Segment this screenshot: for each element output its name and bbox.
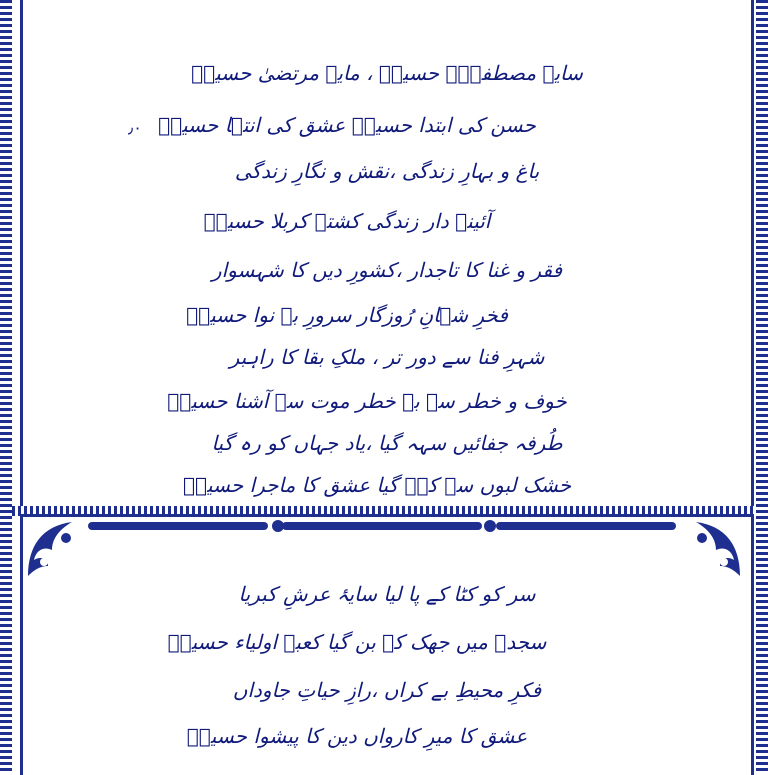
ornamental-bar bbox=[496, 522, 676, 530]
ornamental-bar bbox=[88, 522, 268, 530]
verse-line: سر کو کٹا کے پا لیا سایۂ عرشِ کبریا bbox=[238, 582, 536, 606]
margin-mark: ٫٠ bbox=[128, 118, 142, 137]
verse-line: شہرِ فنا سے دور تر ، ملکِ بقا کا راہبر bbox=[229, 345, 545, 369]
verse-line: باغ و بہارِ زندگی ،نقش و نگارِ زندگی bbox=[234, 159, 540, 183]
ornamental-dot bbox=[484, 520, 496, 532]
ornamental-bar bbox=[282, 522, 482, 530]
verse-line: سجدہ میں جھک کے بن گیا کعبۂ اولیاء حسینؑ bbox=[167, 630, 547, 654]
verse-line: خشک لبوں سے کہہ گیا عشق کا ماجرا حسینؑ bbox=[182, 473, 572, 497]
verse-line: فقر و غنا کا تاجدار ،کشورِ دیں کا شہسوار bbox=[211, 258, 563, 282]
top-verse-panel bbox=[20, 0, 754, 508]
verse-line: طُرفہ جفائیں سہہ گیا ،یاد جہاں کو رہ گیا bbox=[211, 431, 563, 455]
bottom-verse-panel bbox=[20, 514, 754, 775]
corner-ornament-icon bbox=[22, 516, 88, 582]
verse-line: سایۂ مصطفیٰؐ حسینؑ ، مایۂ مرتضیٰ حسینؑ bbox=[191, 61, 583, 85]
verse-line: فکرِ محیطِ بے کراں ،رازِ حیاتِ جاوداں bbox=[232, 678, 542, 702]
verse-line: خوف و خطر سے بے خطر موت سے آشنا حسینؑ bbox=[167, 389, 567, 413]
verse-line: آئینہ دار زندگی کشتۂ کربلا حسینؑ bbox=[203, 209, 491, 233]
verse-line: عشق کا میرِ کارواں دین کا پیشوا حسینؑ bbox=[186, 724, 528, 748]
verse-line: فخرِ شہانِ رُوزگار سرورِ بے نوا حسینؑ bbox=[186, 303, 508, 327]
verse-line: حسن کی ابتدا حسینؑ عشق کی انتہا حسینؑ bbox=[158, 113, 536, 137]
right-decorative-border bbox=[756, 0, 768, 772]
corner-ornament-icon bbox=[680, 516, 746, 582]
